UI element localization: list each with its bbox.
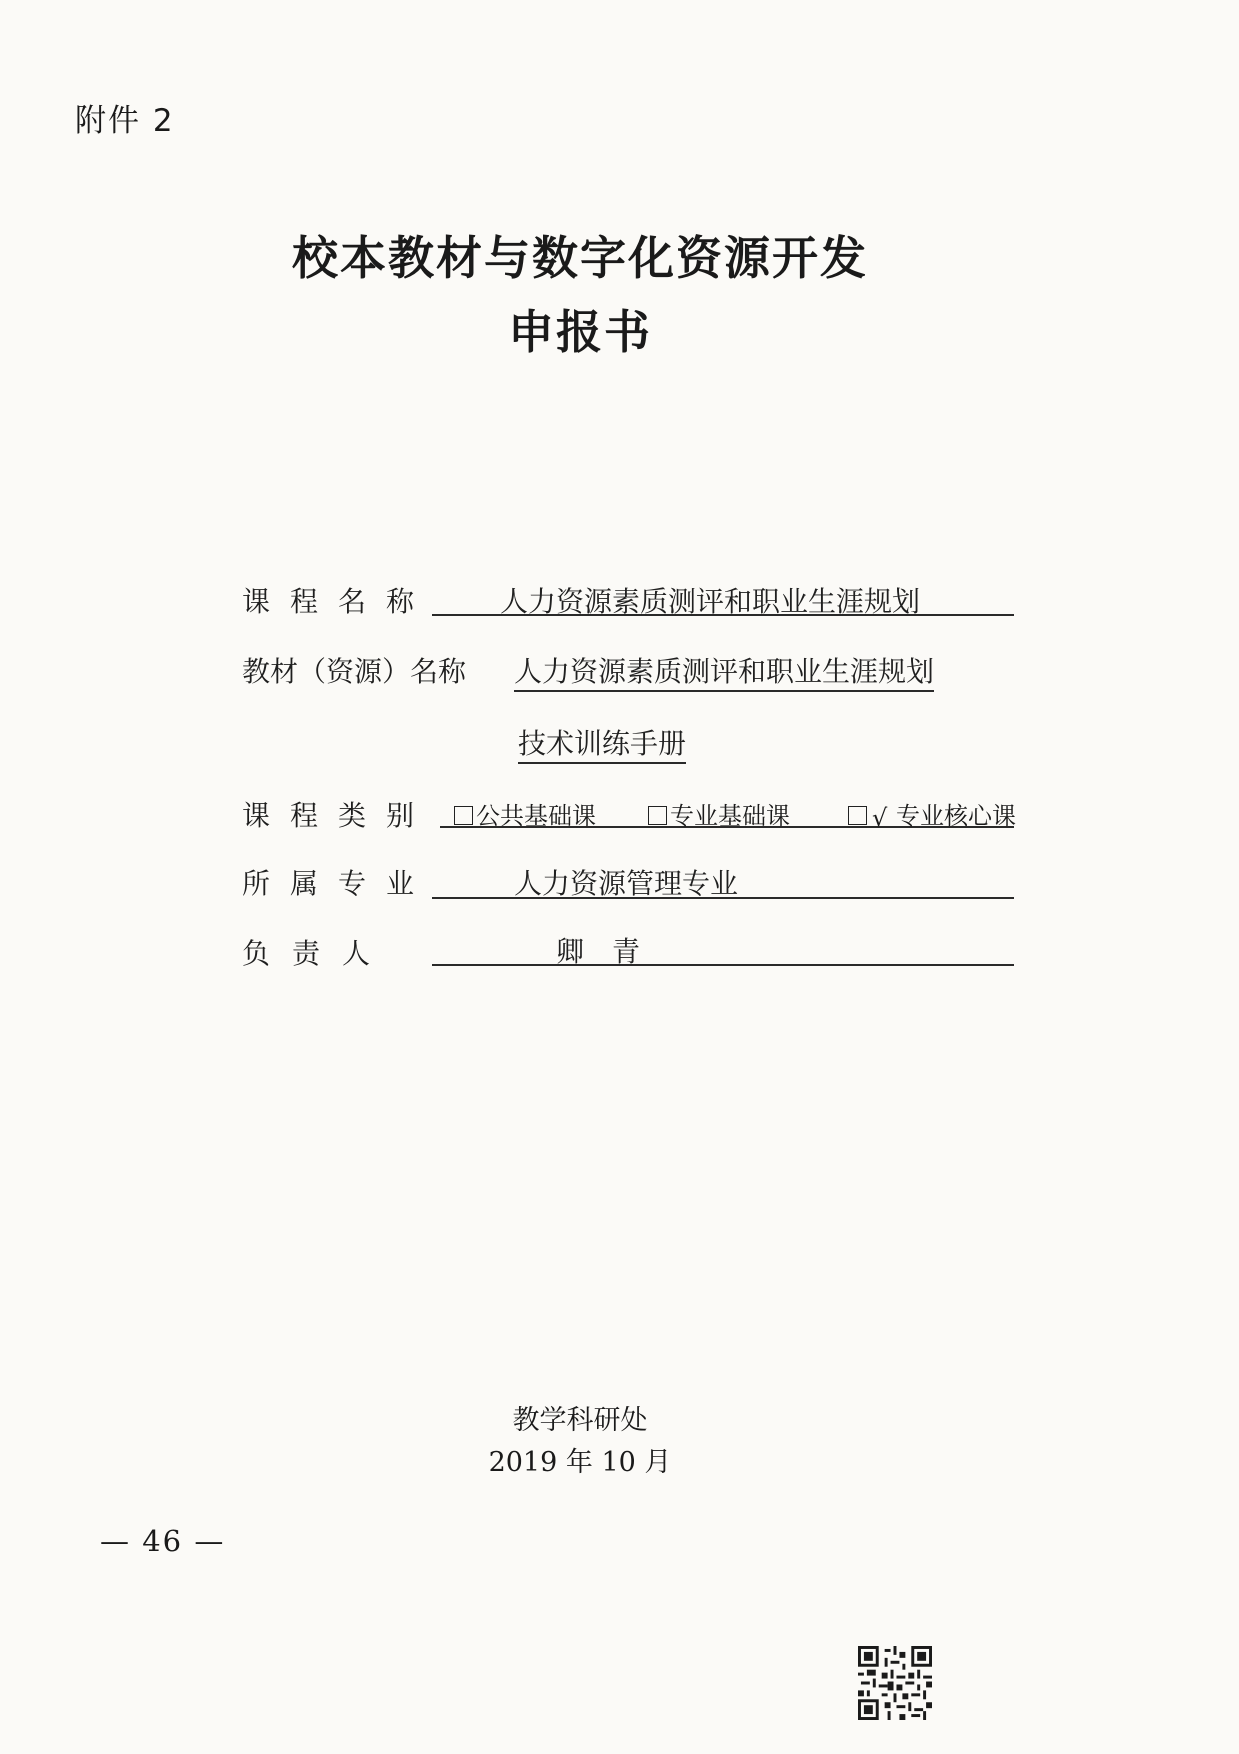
- major-core-label: 专业核心课: [896, 802, 1016, 830]
- check-mark-icon: √: [872, 804, 888, 832]
- public-foundation-label: 公共基础课: [476, 802, 596, 830]
- issue-date: 2019 年 10 月: [488, 1447, 672, 1478]
- person-in-charge-underline: [432, 964, 1014, 966]
- material-name-value-line1: 人力资源素质测评和职业生涯规划: [514, 650, 934, 692]
- major-label: 所属专业: [242, 867, 435, 900]
- document-subtitle: 申报书: [508, 305, 652, 359]
- material-name-label: 教材（资源）名称: [242, 655, 467, 688]
- option-public-foundation: [454, 796, 596, 831]
- attachment-label: 附件 2: [75, 103, 175, 139]
- major-foundation-checkbox[interactable]: [648, 806, 667, 825]
- public-foundation-checkbox[interactable]: [454, 806, 473, 825]
- option-major-foundation: [648, 796, 790, 831]
- material-name-value-line2: 技术训练手册: [518, 722, 686, 764]
- course-name-label: 课程名称: [242, 585, 435, 618]
- major-core-checkbox[interactable]: [848, 806, 867, 825]
- major-value: 人力资源管理专业: [514, 867, 739, 900]
- page-number: — 46 —: [100, 1524, 226, 1558]
- department-name: 教学科研处: [512, 1405, 648, 1436]
- person-in-charge-label: 负责人: [242, 937, 393, 970]
- course-category-label: 课程类别: [242, 799, 435, 832]
- document-title: 校本教材与数字化资源开发: [292, 231, 868, 285]
- course-category-options: [454, 796, 1034, 830]
- option-major-core: [848, 796, 1016, 831]
- course-name-value: 人力资源素质测评和职业生涯规划: [500, 585, 921, 618]
- qr-code-icon: [858, 1646, 932, 1720]
- person-in-charge-value: 卿 青: [556, 935, 641, 968]
- major-foundation-label: 专业基础课: [670, 802, 790, 830]
